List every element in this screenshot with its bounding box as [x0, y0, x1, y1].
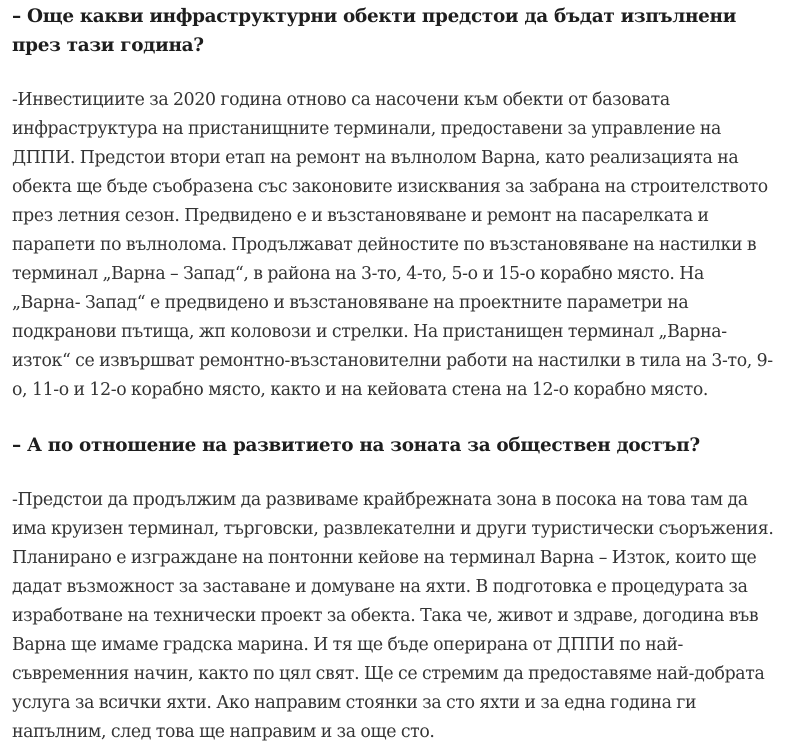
- interview-answer-infrastructure: -Инвестициите за 2020 година отново са насочени към обекти от базовата инфраструктура на пристанищните терминали, предоставени за управление на ДППИ. Предстои втори етап на ремонт на вълнолом Варна, като реализацията на обекта ще бъде съобразена със законовите изисквания за забрана на строителството през летния сезон. Предвидено е и възстановяване и ремонт на пасарелката и парапети по вълнолома. Продължават дейностите по възстановяване на настилки в терминал „Варна – Запад“, в района на 3-то, 4-то, 5-о и 15-о корабно място. На „Варна- Запад“ е предвидено и възстановяване на проектните параметри на подкранови пътища, жп коловози и стрелки. На пристанищен терминал „Варна-изток“ се извършват ремонтно-възстановителни работи на настилки в тила на 3-то, 9-о, 11-о и 12-о корабно място, както и на кейовата стена на 12-о корабно място.: [12, 90, 773, 400]
- interview-answer-public-access-zone: -Предстои да продължим да развиваме крайбрежната зона в посока на това там да има круизен терминал, търговски, развлекателни и други туристически съоръжения. Планирано е изграждане на понтонни кейове на терминал Варна – Изток, които ще дадат възможност за заставане и домуване на яхти. В подготовка е процедурата за изработване на технически проект за обекта. Така че, живот и здраве, догодина във Варна ще имаме градска марина. И тя ще бъде оперирана от ДППИ по най-съвременния начин, както по цял свят. Ще се стремим да предоставяме най-добрата услуга за всички яхти. Ако направим стоянки за сто яхти и за една година ги напълним, след това ще направим и за още сто.: [12, 490, 774, 742]
- interview-question-infrastructure: – Още какви инфраструктурни обекти предстои да бъдат изпълнени през тази година?: [12, 6, 737, 56]
- interview-question-public-access-zone: – А по отношение на развитието на зоната за обществен достъп?: [12, 435, 700, 456]
